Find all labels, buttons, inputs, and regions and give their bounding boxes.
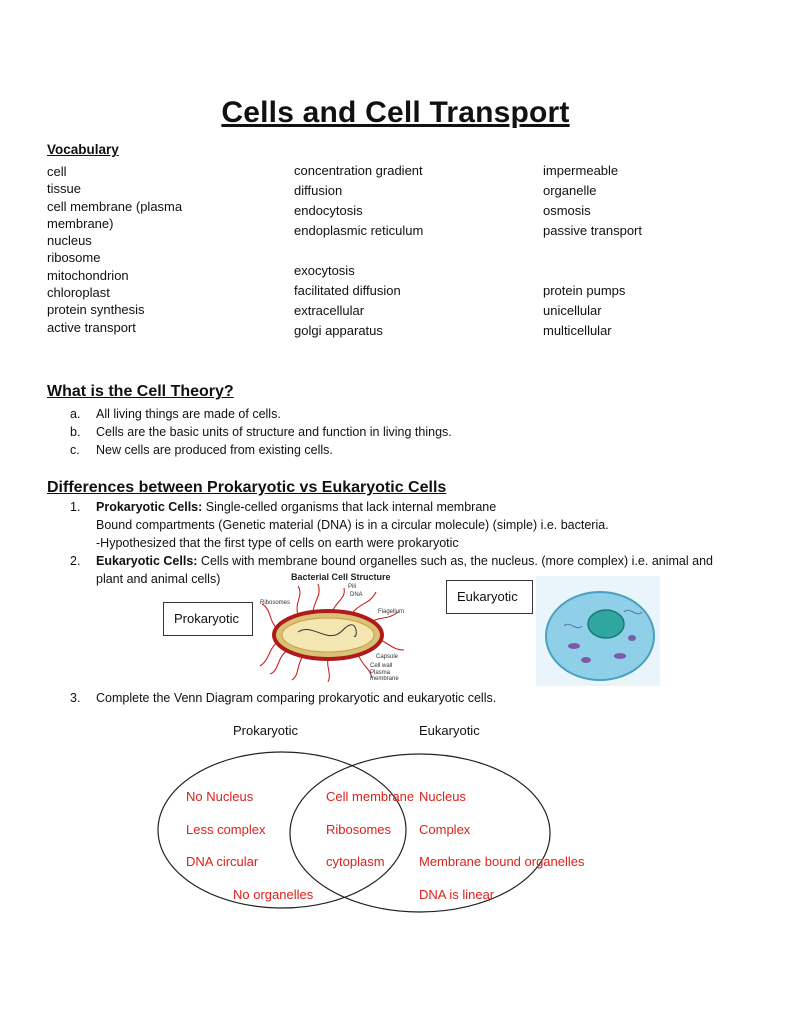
list-item — [70, 552, 713, 570]
vocab-column-3b — [543, 281, 625, 341]
label-cell-wall: Cell wall — [370, 663, 393, 669]
list-item — [70, 441, 452, 459]
vocab-term: protein synthesis — [47, 302, 145, 318]
vocab-term: impermeable — [543, 163, 619, 178]
venn-middle-item: cytoplasm — [326, 854, 385, 869]
label-capsule: Capsule — [376, 654, 399, 660]
vocab-term: concentration gradient — [294, 163, 423, 178]
vocab-term: organelle — [543, 183, 597, 198]
prokaryotic-label: Prokaryotic Cells: — [96, 500, 203, 514]
vocab-column-1 — [47, 163, 182, 336]
vocab-term: mitochondrion — [47, 267, 129, 283]
venn-left-label: Prokaryotic — [233, 723, 299, 738]
label-membrane: membrane — [370, 676, 399, 682]
vocab-term: membrane) — [47, 215, 114, 231]
vocab-term: protein pumps — [543, 283, 626, 298]
prokaryotic-text-box: Prokaryotic — [163, 602, 253, 636]
venn-middle-item: Cell membrane — [326, 789, 415, 804]
vocab-term: cell membrane (plasma — [47, 198, 183, 214]
venn-middle-item: Ribosomes — [326, 822, 392, 837]
differences-heading: Differences between Prokaryotic vs Eukaryotic Cells — [47, 479, 447, 496]
venn-instruction — [70, 689, 496, 707]
vocab-term: chloroplast — [47, 285, 110, 301]
vocab-column-3a — [543, 161, 642, 241]
list-item — [70, 423, 452, 441]
venn-left-item: DNA circular — [186, 854, 259, 869]
list-continuation: Bound compartments (Genetic material (DNA) is in a circular molecule) (simple) i.e. bacteria. — [96, 518, 609, 532]
page-title: Cells and Cell Transport — [221, 96, 570, 129]
list-text: New cells are produced from existing cells. — [96, 443, 333, 457]
vocab-term: golgi apparatus — [294, 323, 383, 338]
vocab-term: nucleus — [47, 233, 92, 249]
list-item — [70, 498, 713, 516]
list-marker: c. — [70, 443, 80, 457]
list-continuation: plant and animal cells) — [96, 572, 221, 586]
vocab-term: osmosis — [543, 203, 591, 218]
vocab-term: endoplasmic reticulum — [294, 223, 424, 238]
eukaryotic-label: Eukaryotic Cells: — [96, 554, 198, 568]
list-marker: a. — [70, 407, 81, 421]
venn-right-item: DNA is linear — [419, 887, 495, 902]
list-text: Single-celled organisms that lack internal membrane — [202, 500, 497, 514]
list-text: Cells are the basic units of structure and function in living things. — [96, 425, 452, 439]
label-pili: Pili — [348, 584, 357, 590]
vocab-term: exocytosis — [294, 263, 355, 278]
list-text: All living things are made of cells. — [96, 407, 281, 421]
cell-theory-list — [70, 405, 452, 459]
vocab-term: tissue — [47, 181, 81, 197]
list-marker: 1. — [70, 500, 81, 514]
vocab-term: multicellular — [543, 323, 612, 338]
venn-right-item: Complex — [419, 822, 471, 837]
eukaryotic-cell-illustration — [536, 576, 660, 686]
venn-right-label: Eukaryotic — [419, 723, 480, 738]
venn-left-item: Less complex — [186, 822, 266, 837]
vocabulary-heading: Vocabulary — [47, 142, 119, 157]
vocab-term: active transport — [47, 319, 136, 335]
label-plasma: Plasma — [370, 670, 391, 676]
list-marker: 2. — [70, 554, 81, 568]
list-marker: b. — [70, 425, 81, 439]
list-continuation: -Hypothesized that the first type of cells on earth were prokaryotic — [96, 536, 459, 550]
vocab-column-2b — [294, 261, 401, 341]
nucleus-icon — [588, 610, 624, 638]
vocab-column-2a — [294, 161, 423, 241]
venn-right-item: Membrane bound organelles — [419, 854, 585, 869]
vocab-term: passive transport — [543, 223, 642, 238]
bacterial-title: Bacterial Cell Structure — [291, 572, 391, 582]
label-ribosomes: Ribosomes — [260, 600, 291, 606]
cell-theory-heading: What is the Cell Theory? — [47, 383, 234, 400]
bacterial-cell-illustration — [258, 570, 426, 682]
list-text: Cells with membrane bound organelles such as, the nucleus. (more complex) i.e. animal and — [197, 554, 713, 568]
vocab-term: extracellular — [294, 303, 365, 318]
vocab-term: unicellular — [543, 303, 602, 318]
vocab-term: ribosome — [47, 250, 101, 266]
venn-right-item: Nucleus — [419, 789, 466, 804]
eukaryotic-text-box: Eukaryotic — [446, 580, 533, 614]
vocab-term: endocytosis — [294, 203, 363, 218]
label-flagellum: Flagellum — [378, 609, 405, 615]
list-marker: 3. — [70, 691, 81, 705]
vocab-term: diffusion — [294, 183, 343, 198]
venn-left-item: No Nucleus — [186, 789, 254, 804]
label-dna: DNA — [350, 592, 363, 598]
vocab-term: cell — [47, 164, 67, 179]
vocab-term: facilitated diffusion — [294, 283, 401, 298]
list-item — [70, 405, 452, 423]
venn-left-item: No organelles — [233, 887, 314, 902]
list-text: Complete the Venn Diagram comparing prokaryotic and eukaryotic cells. — [96, 691, 497, 705]
